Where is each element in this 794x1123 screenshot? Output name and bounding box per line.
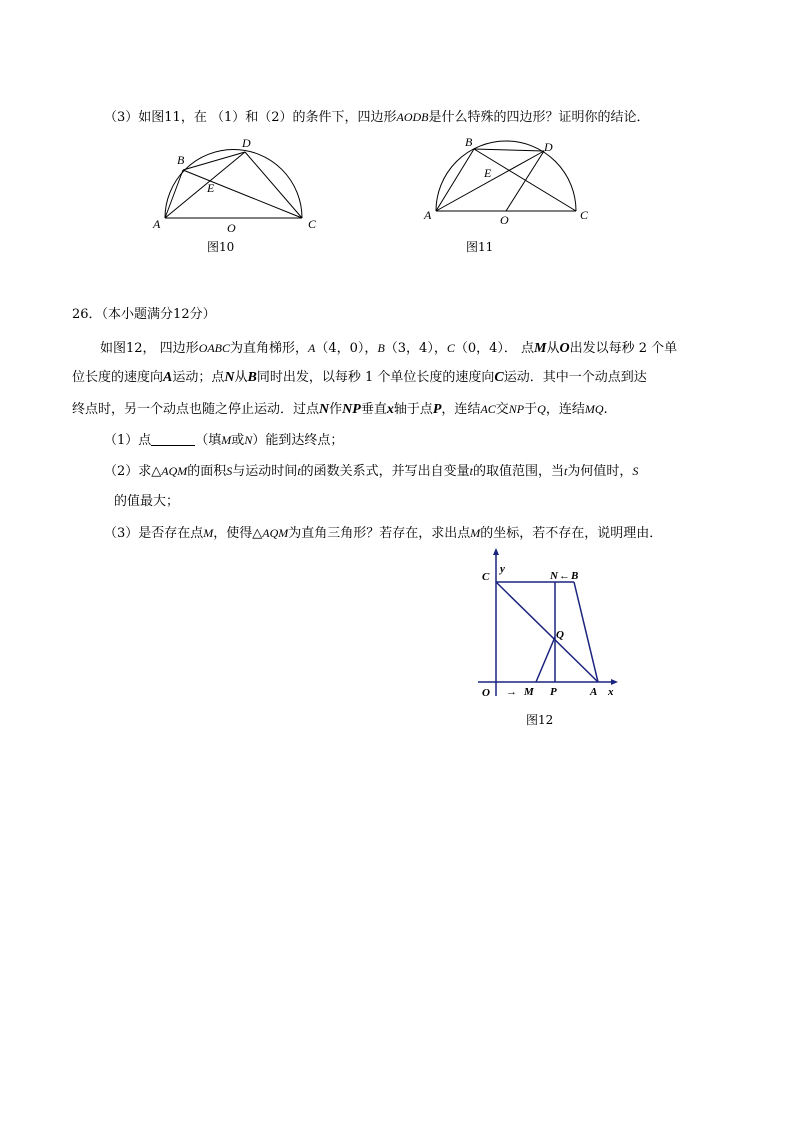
fig11-label-d: D xyxy=(544,140,553,154)
fig12-label-m: M xyxy=(524,686,534,698)
q26-sub1: （1）点 （填M或N）能到达终点； xyxy=(104,433,344,448)
fig11-label-o: O xyxy=(500,213,509,227)
fig11-bd xyxy=(474,149,544,151)
fig12-x-arrowhead xyxy=(611,679,618,685)
q26-sub2-cont: 的值最大； xyxy=(114,494,180,509)
fig10-label-o: O xyxy=(227,221,236,235)
fig12-y-arrowhead xyxy=(493,548,499,555)
fig12-ba xyxy=(574,582,598,682)
q26-sub2: （2）求△AQM的面积S与运动时间t的函数关系式，并写出自变量t的取值范围，当t为何值时，S xyxy=(104,464,639,479)
fig10-label-e: E xyxy=(207,181,215,195)
fig12-label-x: x xyxy=(608,686,614,698)
fig10-caption: 图10 xyxy=(207,240,235,254)
q26-paragraph-line1: 如图12， 四边形OABC为直角梯形，A（4，0），B（3，4），C（0，4）． 点M从O出发以每秒 2 个单 xyxy=(100,341,678,356)
fig11-ab xyxy=(436,149,474,211)
fig11-od xyxy=(506,151,544,211)
figure-10 xyxy=(145,134,325,254)
fig12-arrow-right: → xyxy=(506,686,517,698)
fig12-label-y: y xyxy=(500,563,505,575)
fig12-arrow-left: ← xyxy=(559,570,570,582)
fig11-label-b: B xyxy=(465,135,473,149)
q25-part3: （3）如图11，在 （1）和（2）的条件下，四边形AODB是什么特殊的四边形？证明你的结论． xyxy=(104,110,650,125)
fig11-bc xyxy=(474,149,576,211)
figure-11 xyxy=(420,131,600,254)
figure-12 xyxy=(478,548,628,728)
fig11-label-c: C xyxy=(580,208,589,222)
fig11-caption: 图11 xyxy=(466,240,494,254)
fig11-ad xyxy=(436,151,544,211)
fig10-bd xyxy=(183,152,245,170)
fig10-semicircle xyxy=(165,150,302,219)
q26-paragraph-line3: 终点时，另一个动点也随之停止运动．过点N作NP垂直x轴于点P，连结AC交NP于Q，连结MQ. xyxy=(72,402,608,417)
fig12-label-p: P xyxy=(550,686,557,698)
fig10-label-a: A xyxy=(153,217,161,231)
fig12-label-a: A xyxy=(590,686,598,698)
fig12-label-b: B xyxy=(571,570,579,582)
fig10-label-c: C xyxy=(308,217,317,231)
fig12-label-n: N xyxy=(550,570,558,582)
fig12-label-c: C xyxy=(482,571,490,583)
fig12-ca xyxy=(496,582,598,682)
fig10-label-b: B xyxy=(177,153,185,167)
q26-header: 26．（本小题满分12分） xyxy=(72,307,216,322)
fig10-bc xyxy=(183,170,302,218)
fig12-mq xyxy=(536,637,555,682)
fig12-label-o: O xyxy=(482,687,490,699)
answer-blank[interactable] xyxy=(151,431,195,446)
fig12-label-q: Q xyxy=(556,629,564,641)
fig11-label-e: E xyxy=(484,166,492,180)
fig12-caption: 图12 xyxy=(526,713,554,727)
q26-paragraph-line2: 位长度的速度向A运动；点N从B同时出发，以每秒 1 个单位长度的速度向C运动．其中一个动点到达 xyxy=(72,370,647,385)
fig10-label-d: D xyxy=(242,136,251,150)
q26-sub3: （3）是否存在点M，使得△AQM为直角三角形？若存在，求出点M的坐标，若不存在，说明理由． xyxy=(104,526,663,541)
fig11-label-a: A xyxy=(424,208,432,222)
